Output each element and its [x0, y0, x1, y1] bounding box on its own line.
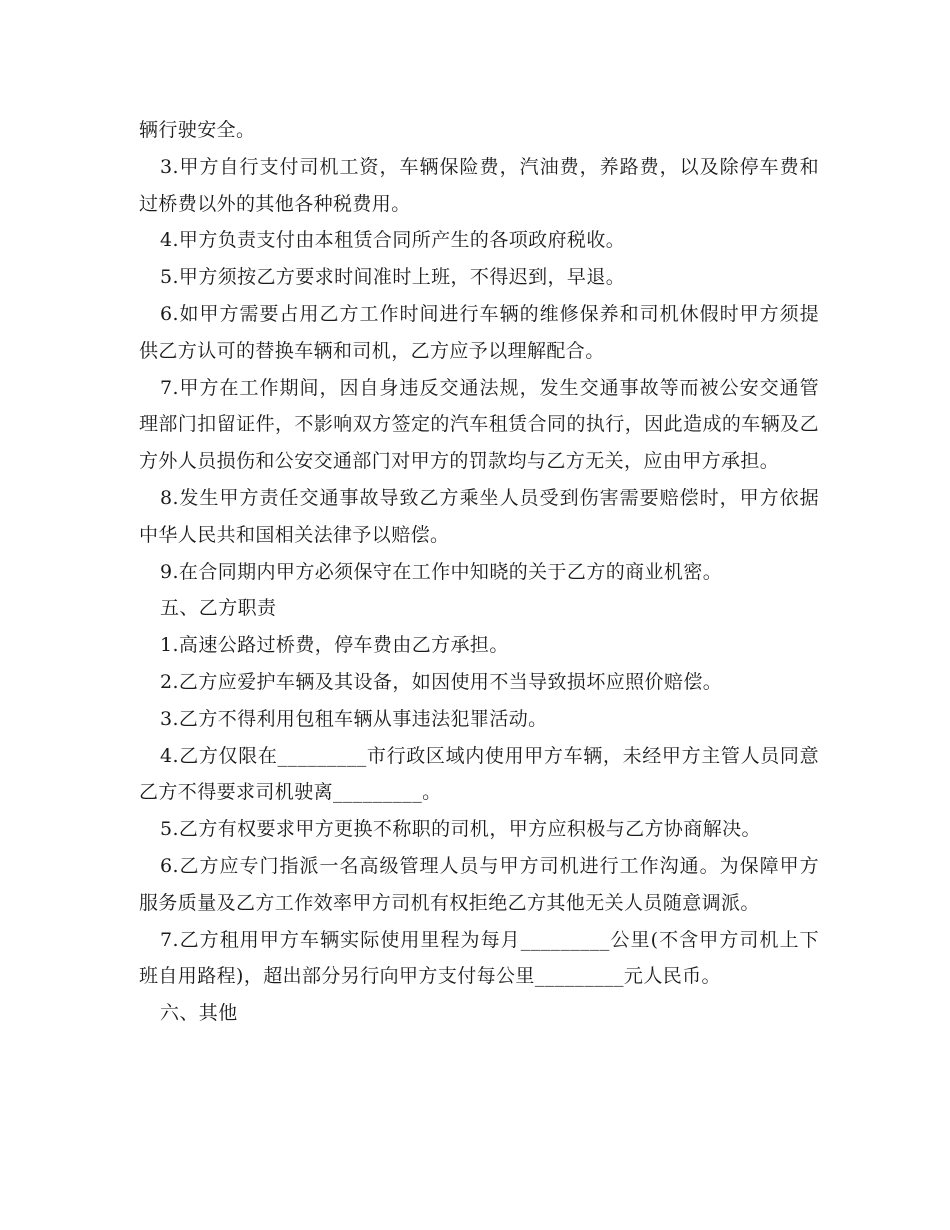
paragraph: 2.乙方应爱护车辆及其设备，如因使用不当导致损坏应照价赔偿。: [160, 670, 723, 693]
paragraph: 7.乙方租用甲方车辆实际使用里程为每月_________公里(不含甲方司机上下班自用路程)，超出部分另行向甲方支付每公里_________元人民币。: [139, 928, 819, 988]
paragraph: 9.在合同期内甲方必须保守在工作中知晓的关于乙方的商业机密。: [160, 560, 723, 583]
paragraph: 4.乙方仅限在_________市行政区域内使用甲方车辆，未经甲方主管人员同意乙方不得要求司机驶离_________。: [139, 744, 819, 804]
paragraph: 5.乙方有权要求甲方更换不称职的司机，甲方应积极与乙方协商解决。: [160, 818, 761, 841]
paragraph: 6.乙方应专门指派一名高级管理人员与甲方司机进行工作沟通。为保障甲方服务质量及乙方工作效率甲方司机有权拒绝乙方其他无关人员随意调派。: [139, 854, 819, 914]
paragraph: 1.高速公路过桥费，停车费由乙方承担。: [160, 634, 509, 657]
section-heading: 五、乙方职责: [160, 597, 277, 620]
section-heading: 六、其他: [160, 1002, 238, 1025]
paragraph: 7.甲方在工作期间，因自身违反交通法规，发生交通事故等而被公安交通管理部门扣留证件，不影响双方签定的汽车租赁合同的执行，因此造成的车辆及乙方外人员损伤和公安交通部门对甲方的罚款均与乙方无关，应由甲方承担。: [139, 376, 819, 473]
paragraph: 8.发生甲方责任交通事故导致乙方乘坐人员受到伤害需要赔偿时，甲方依据中华人民共和国相关法律予以赔偿。: [139, 486, 819, 546]
paragraph: 3.乙方不得利用包租车辆从事违法犯罪活动。: [160, 707, 548, 730]
paragraph: 4.甲方负责支付由本租赁合同所产生的各项政府税收。: [160, 229, 626, 252]
paragraph: 5.甲方须按乙方要求时间准时上班，不得迟到，早退。: [160, 266, 626, 289]
document-body: [139, 112, 819, 1032]
paragraph: 辆行驶安全。: [139, 119, 256, 141]
paragraph: 3.甲方自行支付司机工资，车辆保险费，汽油费，养路费，以及除停车费和过桥费以外的其他各种税费用。: [139, 155, 819, 215]
paragraph: 6.如甲方需要占用乙方工作时间进行车辆的维修保养和司机休假时甲方须提供乙方认可的替换车辆和司机，乙方应予以理解配合。: [139, 302, 819, 362]
